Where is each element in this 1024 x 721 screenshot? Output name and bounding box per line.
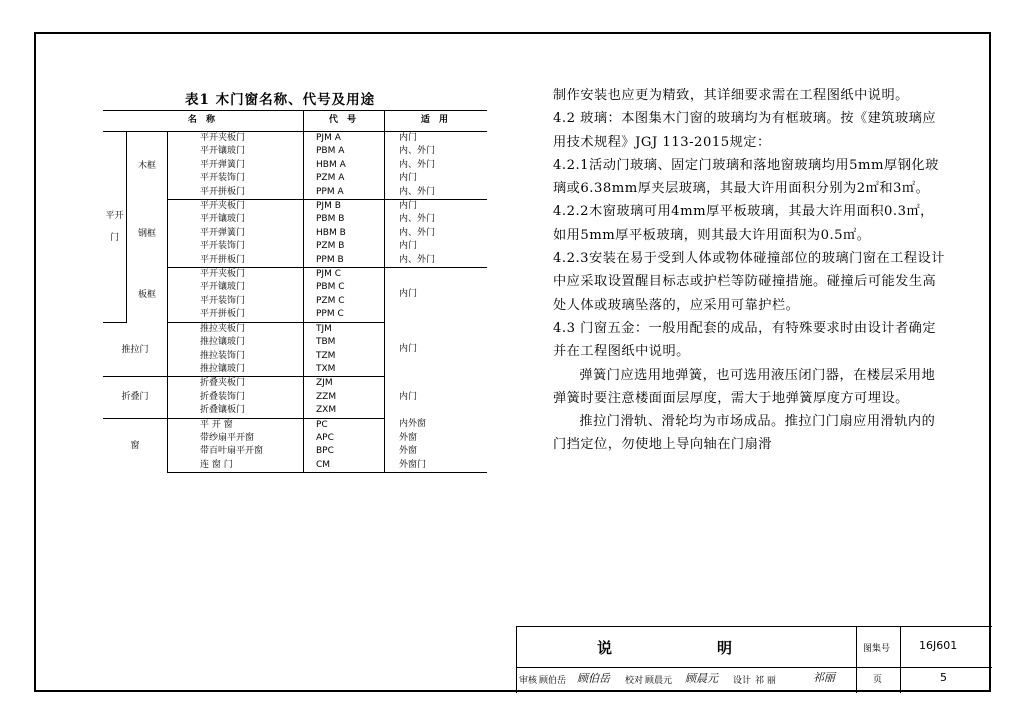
header-use: 适 用 xyxy=(385,111,488,132)
header-name: 名 称 xyxy=(103,111,304,132)
header-code: 代 号 xyxy=(304,111,385,132)
item-code: PZM B xyxy=(304,240,385,253)
item-name: 平开弹簧门 xyxy=(168,159,304,172)
paragraph: 4.2.2木窗玻璃可用4mm厚平板玻璃，其最大许用面积0.3㎡，如用5mm厚平板玻璃，则其最大许用面积为0.5㎡。 xyxy=(553,204,934,243)
item-use: 内外窗 xyxy=(399,419,427,430)
item-use: 内门 xyxy=(399,289,418,300)
paragraph: 4.2.3安装在易于受到人体或物体碰撞部位的玻璃门窗在工程设计中应采取设置醒目标志或护栏等防碰撞措施。碰撞后可能发生高处人体或玻璃坠落的，应采用可靠护栏。 xyxy=(553,251,945,313)
table-row xyxy=(103,322,487,336)
item-name: 带纱扇平开窗 xyxy=(168,432,304,445)
item-code: TBM xyxy=(304,336,385,349)
check-label: 校对 xyxy=(625,676,644,686)
subgroup-label: 板框 xyxy=(127,268,168,323)
item-code: CM xyxy=(304,459,385,473)
table-row xyxy=(103,377,487,391)
item-name: 平开弹簧门 xyxy=(168,227,304,240)
group-label: 平开门 xyxy=(103,132,127,323)
item-code: PBM B xyxy=(304,213,385,226)
item-use: 内门 xyxy=(399,201,418,212)
item-code: TZM xyxy=(304,350,385,363)
item-code: ZJM xyxy=(304,377,385,391)
item-code: HBM B xyxy=(304,227,385,240)
reviewer-signature: 顾伯岳 xyxy=(577,672,610,685)
item-name: 平开夹板门 xyxy=(168,268,304,282)
item-name: 推拉装饰门 xyxy=(168,350,304,363)
atlas-number: 16J601 xyxy=(919,639,958,652)
item-use: 内、外门 xyxy=(385,186,488,200)
item-use: 内门 xyxy=(399,133,418,143)
table-row xyxy=(103,268,487,282)
item-code: TJM xyxy=(304,322,385,336)
table-title: 表1 木门窗名称、代号及用途 xyxy=(185,92,376,108)
paragraph: 4.2 玻璃：本图集木门窗的玻璃均为有框玻璃。按《建筑玻璃应用技术规程》JGJ 113-2015规定： xyxy=(553,111,937,150)
item-code: TXM xyxy=(304,363,385,377)
checker-name: 顾晨元 xyxy=(645,676,673,686)
item-name: 平开装饰门 xyxy=(168,295,304,308)
item-code: PPM A xyxy=(304,186,385,200)
item-code: PBM A xyxy=(304,145,385,158)
designer-name: 祁 丽 xyxy=(755,676,776,686)
item-name: 折叠夹板门 xyxy=(168,377,304,391)
paragraph: 推拉门滑轨、滑轮均为市场成品。推拉门门扇应用滑轨内的门挡定位，勿使地上导向轴在门扇滑 xyxy=(553,414,936,453)
item-name: 平开镶玻门 xyxy=(168,281,304,294)
paragraph: 4.2.1活动门玻璃、固定门玻璃和落地窗玻璃均用5mm厚钢化玻璃或6.38mm厚夹层玻璃，其最大许用面积分别为2㎡和3㎡。 xyxy=(553,157,939,197)
item-code: PJM B xyxy=(304,200,385,214)
designer-signature: 祁丽 xyxy=(813,671,835,684)
window-door-table xyxy=(103,110,487,473)
checker-signature: 顾晨元 xyxy=(685,672,718,685)
item-code: HBM A xyxy=(304,159,385,172)
title-block: 说 明 图集号 16J601 页 5 审核 顾伯岳 顾伯岳 校对 顾晨元 顾晨元 设计 祁 丽 祁丽 xyxy=(516,626,992,693)
item-name: 推拉镶玻门 xyxy=(168,363,304,377)
design-label: 设计 xyxy=(733,676,752,686)
explanation-text xyxy=(553,84,945,457)
group-label: 推拉门 xyxy=(103,322,168,377)
item-name: 平开装饰门 xyxy=(168,172,304,185)
item-code: APC xyxy=(304,432,385,445)
item-use: 外窗门 xyxy=(385,459,488,473)
item-use: 内、外门 xyxy=(399,227,436,238)
item-name: 平开拼板门 xyxy=(168,186,304,200)
item-name: 推拉镶玻门 xyxy=(168,336,304,349)
item-use: 外窗 xyxy=(399,446,418,457)
paragraph: 弹簧门应选用地弹簧，也可选用液压闭门器，在楼层采用地弹簧时要注意楼面面层厚度，需大于地弹簧厚度方可埋设。 xyxy=(553,367,936,406)
paragraph: 4.3 门窗五金：一般用配套的成品，有特殊要求时由设计者确定并在工程图纸中说明。 xyxy=(553,320,937,360)
atlas-label: 图集号 xyxy=(863,644,891,654)
item-code: BPC xyxy=(304,445,385,458)
item-name: 折叠镶板门 xyxy=(168,404,304,418)
item-name: 连 窗 门 xyxy=(168,459,304,473)
reviewer-name: 顾伯岳 xyxy=(539,676,567,686)
group-label: 窗 xyxy=(103,418,168,473)
item-name: 平 开 窗 xyxy=(168,418,304,432)
table-row xyxy=(103,200,487,214)
item-code: ZZM xyxy=(304,391,385,404)
item-code: PZM C xyxy=(304,295,385,308)
subgroup-label: 木框 xyxy=(127,132,168,200)
subgroup-label: 钢框 xyxy=(127,200,168,268)
page-label: 页 xyxy=(873,675,883,685)
paragraph: 制作安装也应更为精致，其详细要求需在工程图纸中说明。 xyxy=(553,88,909,103)
item-name: 带百叶扇平开窗 xyxy=(168,445,304,458)
item-code: PBM C xyxy=(304,281,385,294)
item-use: 内、外门 xyxy=(399,214,436,225)
item-name: 平开镶玻门 xyxy=(168,145,304,158)
item-name: 推拉夹板门 xyxy=(168,322,304,336)
group-label: 折叠门 xyxy=(103,377,168,418)
item-name: 平开拼板门 xyxy=(168,254,304,268)
item-code: PJM A xyxy=(304,132,385,146)
item-use: 内、外门 xyxy=(385,254,488,268)
item-use: 内门 xyxy=(399,241,418,252)
item-code: PPM B xyxy=(304,254,385,268)
item-code: PPM C xyxy=(304,308,385,322)
table-row xyxy=(103,418,487,432)
item-use: 内、外门 xyxy=(399,146,436,157)
item-name: 折叠装饰门 xyxy=(168,391,304,404)
item-use: 外窗 xyxy=(399,432,418,443)
item-use: 内门 xyxy=(399,391,418,402)
item-use: 内门 xyxy=(399,173,418,184)
item-code: PZM A xyxy=(304,172,385,185)
table-row xyxy=(103,132,487,146)
item-name: 平开装饰门 xyxy=(168,240,304,253)
item-name: 平开夹板门 xyxy=(168,200,304,214)
page-number: 5 xyxy=(940,671,947,684)
item-code: PJM C xyxy=(304,268,385,282)
item-code: ZXM xyxy=(304,404,385,418)
item-use: 内、外门 xyxy=(399,159,436,170)
item-name: 平开镶玻门 xyxy=(168,213,304,226)
review-label: 审核 xyxy=(519,676,538,686)
item-name: 平开夹板门 xyxy=(168,132,304,146)
item-code: PC xyxy=(304,418,385,432)
item-use: 内门 xyxy=(399,343,418,354)
item-name: 平开拼板门 xyxy=(168,308,304,322)
